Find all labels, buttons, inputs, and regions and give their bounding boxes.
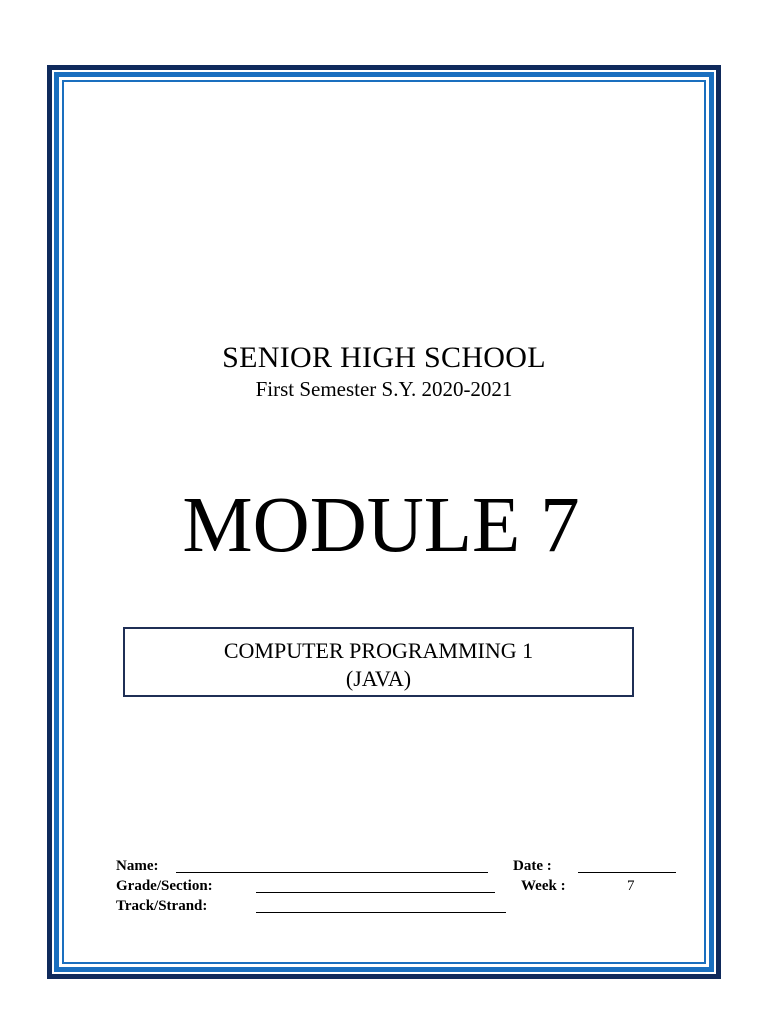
- name-field-line[interactable]: [176, 872, 488, 873]
- week-value: 7: [627, 878, 635, 894]
- name-label: Name:: [116, 858, 159, 874]
- track-strand-label: Track/Strand:: [116, 898, 208, 914]
- subject-box: [123, 627, 634, 697]
- week-label: Week :: [521, 878, 566, 894]
- track-strand-field-line[interactable]: [256, 912, 506, 913]
- grade-section-label: Grade/Section:: [116, 878, 213, 894]
- school-title: SENIOR HIGH SCHOOL: [222, 341, 546, 374]
- date-field-line[interactable]: [578, 872, 676, 873]
- grade-section-field-line[interactable]: [256, 892, 495, 893]
- semester-subtitle: First Semester S.Y. 2020-2021: [255, 377, 513, 401]
- subject-title: COMPUTER PROGRAMMING 1: [223, 638, 534, 663]
- subject-language: (JAVA): [345, 666, 412, 691]
- date-label: Date :: [513, 858, 552, 874]
- module-title: MODULE 7: [182, 482, 580, 569]
